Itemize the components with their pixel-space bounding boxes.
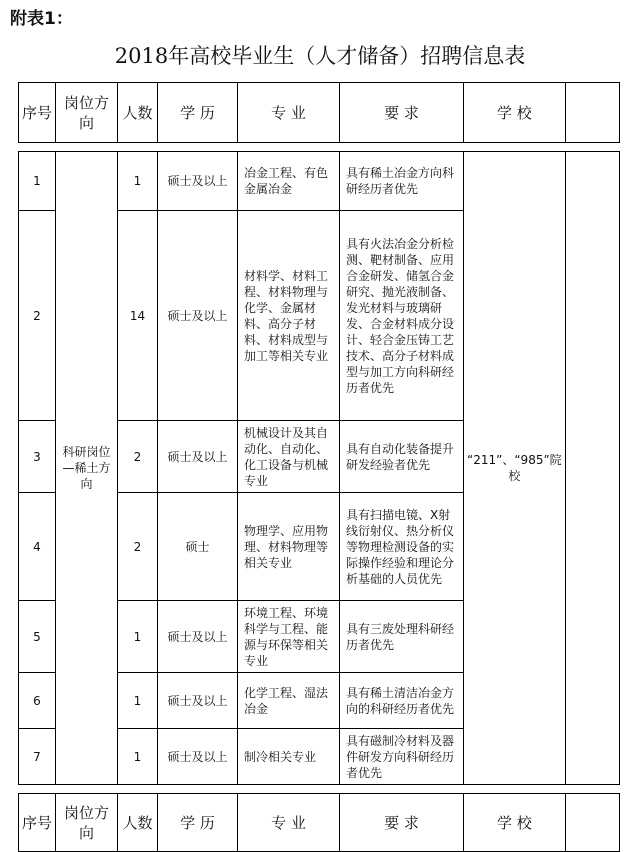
cell-requirement: 具有稀土冶金方向科研经历者优先 (340, 152, 464, 211)
cell-seq: 1 (19, 152, 56, 211)
cell-major: 材料学、材料工程、材料物理与化学、金属材料、高分子材料、材料成型与加工等相关专业 (238, 211, 340, 421)
recruitment-table (18, 82, 620, 852)
header-row-repeat (19, 794, 620, 852)
header-education: 学 历 (158, 794, 238, 852)
cell-education: 硕士及以上 (158, 673, 238, 729)
position-merged-cell: 科研岗位—稀土方向 (56, 152, 118, 785)
header-position: 岗位方向 (56, 794, 118, 852)
header-requirement: 要 求 (340, 794, 464, 852)
table-row (19, 152, 620, 211)
cell-count: 2 (118, 493, 158, 601)
cell-requirement: 具有自动化装备提升研发经验者优先 (340, 421, 464, 493)
header-seq: 序号 (19, 794, 56, 852)
header-blank (565, 83, 619, 143)
cell-count: 1 (118, 152, 158, 211)
cell-seq: 4 (19, 493, 56, 601)
header-school: 学 校 (464, 83, 566, 143)
cell-education: 硕士及以上 (158, 152, 238, 211)
school-merged-cell: “211”、“985”院校 (464, 152, 566, 785)
cell-seq: 3 (19, 421, 56, 493)
cell-count: 1 (118, 601, 158, 673)
cell-major: 化学工程、湿法冶金 (238, 673, 340, 729)
cell-seq: 2 (19, 211, 56, 421)
cell-requirement: 具有稀土清洁冶金方向的科研经历者优先 (340, 673, 464, 729)
page-title: 2018年高校毕业生（人才储备）招聘信息表 (114, 44, 526, 68)
cell-major: 制冷相关专业 (238, 729, 340, 785)
header-seq: 序号 (19, 83, 56, 143)
cell-count: 2 (118, 421, 158, 493)
cell-seq: 7 (19, 729, 56, 785)
header-count: 人数 (118, 794, 158, 852)
cell-seq: 6 (19, 673, 56, 729)
cell-requirement: 具有三废处理科研经历者优先 (340, 601, 464, 673)
cell-major: 机械设计及其自动化、自动化、化工设备与机械专业 (238, 421, 340, 493)
cell-count: 14 (118, 211, 158, 421)
gap-row (19, 143, 620, 152)
header-requirement: 要 求 (340, 83, 464, 143)
cell-count: 1 (118, 729, 158, 785)
cell-education: 硕士及以上 (158, 729, 238, 785)
header-school: 学 校 (464, 794, 566, 852)
header-blank (565, 794, 619, 852)
cell-education: 硕士及以上 (158, 421, 238, 493)
cell-education: 硕士 (158, 493, 238, 601)
header-major: 专 业 (238, 794, 340, 852)
cell-seq: 5 (19, 601, 56, 673)
header-row (19, 83, 620, 143)
header-major: 专 业 (238, 83, 340, 143)
cell-requirement: 具有火法冶金分析检测、靶材制备、应用合金研发、储氢合金研究、抛光液制备、发光材料与玻璃研发、合金材料成分设计、轻合金压铸工艺技术、高分子材料成型与加工方向科研经历者优先 (340, 211, 464, 421)
cell-major: 冶金工程、有色金属冶金 (238, 152, 340, 211)
cell-major: 物理学、应用物理、材料物理等相关专业 (238, 493, 340, 601)
cell-education: 硕士及以上 (158, 211, 238, 421)
cell-requirement: 具有扫描电镜、X射线衍射仪、热分析仪等物理检测设备的实际操作经验和理论分析基础的人员优先 (340, 493, 464, 601)
header-position: 岗位方向 (56, 83, 118, 143)
cell-education: 硕士及以上 (158, 601, 238, 673)
attachment-note: 附表1： (10, 9, 73, 29)
blank-merged-cell (565, 152, 619, 785)
header-education: 学 历 (158, 83, 238, 143)
cell-requirement: 具有磁制冷材料及器件研发方向科研经历者优先 (340, 729, 464, 785)
cell-major: 环境工程、环境科学与工程、能源与环保等相关专业 (238, 601, 340, 673)
gap-row (19, 785, 620, 794)
header-count: 人数 (118, 83, 158, 143)
cell-count: 1 (118, 673, 158, 729)
